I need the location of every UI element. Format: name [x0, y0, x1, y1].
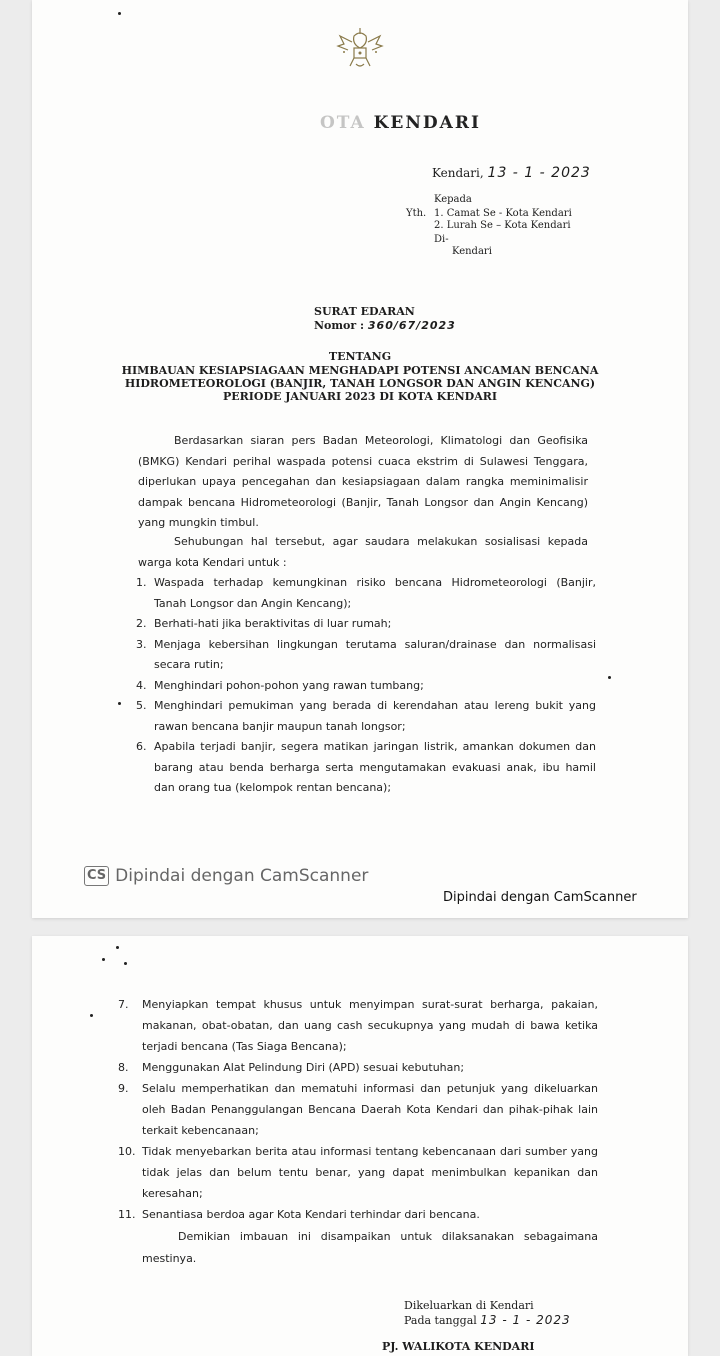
scan-speck — [118, 702, 121, 705]
scan-speck — [116, 946, 119, 949]
letterhead-city — [320, 113, 481, 133]
yth-label: Yth. — [406, 208, 427, 219]
di-label: Di- — [434, 234, 449, 245]
garuda-emblem-icon — [330, 22, 390, 72]
item-text: Tidak menyebarkan berita atau informasi tentang kebencanaan dari sumber yang tidak jelas dan belum tentu benar, yang dapat menimbulkan kepanikan dan keresahan; — [142, 1145, 598, 1200]
list-item — [118, 1057, 598, 1078]
number-label: Nomor : — [314, 319, 365, 332]
handwritten-number: 360/67/2023 — [367, 319, 456, 332]
item-number: 6. — [136, 740, 147, 753]
item-text: Menyiapkan tempat khusus untuk menyimpan surat-surat berharga, pakaian, makanan, obat-obatan, dan uang cash secukupnya yang mudah di bawa ketika terjadi bencana (Tas Siaga Bencana); — [142, 998, 598, 1053]
recipient-item: 1. Camat Se - Kota Kendari — [434, 208, 572, 219]
instruction-list-continued — [118, 994, 598, 1225]
destination: Kendari — [452, 246, 492, 257]
item-number: 5. — [136, 699, 147, 712]
list-item — [118, 1204, 598, 1225]
about-label: TENTANG — [328, 350, 392, 363]
item-number: 4. — [136, 678, 147, 692]
document-page-2 — [32, 936, 688, 1356]
item-number: 11. — [118, 1208, 136, 1221]
title-line: HIDROMETEOROLOGI (BANJIR, TANAH LONGSOR DAN ANGIN KENCANG) — [124, 377, 596, 390]
scan-speck — [90, 1014, 93, 1017]
letter-number — [314, 319, 456, 332]
list-item — [136, 635, 596, 676]
document-page-1 — [32, 0, 688, 918]
scan-speck — [124, 962, 127, 965]
closing-paragraph: Demikian imbauan ini disampaikan untuk dilaksanakan sebagaimana mestinya. — [142, 1230, 598, 1265]
paragraph-intro: Berdasarkan siaran pers Badan Meteorologi, Klimatologi dan Geofisika (BMKG) Kendari perihal waspada potensi cuaca ekstrim di Sulawesi Tenggara, diperlukan upaya pencegahan dan kesiapsiagaan dalam rangka meminimalisir dampak bencana Hidrometeorologi (Banjir, Tanah Longsor dan Angin Kencang) yang mungkin timbul. — [138, 434, 588, 529]
camscanner-text: Dipindai dengan CamScanner — [115, 866, 369, 886]
letterhead-city-faded: OTA — [320, 113, 366, 133]
recipient-item: 2. Lurah Se – Kota Kendari — [434, 220, 571, 231]
scan-speck — [102, 958, 105, 961]
scan-speck — [118, 12, 121, 15]
to-label: Kepada — [434, 194, 472, 205]
item-text: Apabila terjadi banjir, segera matikan jaringan listrik, amankan dokumen dan barang atau benda berharga serta mengutamakan evakuasi anak, ibu hamil dan orang tua (kelompok rentan bencana); — [154, 740, 596, 794]
issued-place: Dikeluarkan di Kendari — [404, 1299, 534, 1312]
list-item — [136, 676, 596, 697]
issued-block — [404, 1298, 571, 1328]
item-text: Selalu memperhatikan dan mematuhi informasi dan petunjuk yang dikeluarkan oleh Badan Penanggulangan Bencana Daerah Kota Kendari dan pihak-pihak lain terkait kebencanaan; — [142, 1082, 598, 1137]
paragraph-instruction: Sehubungan hal tersebut, agar saudara melakukan sosialisasi kepada warga kota Kendari untuk : — [138, 535, 588, 569]
item-number: 1. — [136, 576, 147, 589]
camscanner-caption: Dipindai dengan CamScanner — [443, 890, 637, 905]
camscanner-watermark — [84, 866, 368, 886]
scan-speck — [608, 676, 611, 679]
issued-date — [404, 1313, 571, 1328]
item-number: 8. — [118, 1061, 129, 1074]
list-item — [118, 1141, 598, 1204]
list-item — [118, 1078, 598, 1141]
signatory-title: PJ. WALIKOTA KENDARI — [382, 1340, 535, 1353]
item-text: Menggunakan Alat Pelindung Diri (APD) sesuai kebutuhan; — [142, 1061, 465, 1074]
title-line: PERIODE JANUARI 2023 DI KOTA KENDARI — [222, 390, 498, 403]
handwritten-date: 13 - 1 - 2023 — [487, 165, 591, 181]
item-number: 10. — [118, 1145, 136, 1158]
item-text: Berhati-hati jika beraktivitas di luar rumah; — [154, 617, 392, 630]
list-item — [136, 696, 596, 737]
instruction-list — [136, 573, 596, 799]
recipients-block — [406, 208, 572, 231]
list-item — [118, 994, 598, 1057]
item-text: Menghindari pohon-pohon yang rawan tumbang; — [154, 678, 424, 692]
title-line: HIMBAUAN KESIAPSIAGAAN MENGHADAPI POTENSI ANCAMAN BENCANA — [121, 364, 599, 377]
place-date-label: Kendari, — [432, 166, 484, 180]
item-number: 9. — [118, 1082, 129, 1095]
list-item — [136, 614, 596, 635]
item-text: Menghindari pemukiman yang berada di kerendahan atau lereng bukit yang rawan bencana banjir maupun tanah longsor; — [154, 699, 596, 733]
list-item — [136, 737, 596, 799]
camscanner-logo-icon: CS — [84, 866, 109, 886]
item-text: Waspada terhadap kemungkinan risiko bencana Hidrometeorologi (Banjir, Tanah Longsor dan Angin Kencang); — [154, 576, 596, 610]
item-number: 3. — [136, 637, 147, 651]
issued-date-label: Pada tanggal — [404, 1314, 477, 1327]
item-text: Menjaga kebersihan lingkungan terutama saluran/drainase dan normalisasi secara rutin; — [154, 637, 596, 671]
handwritten-issued-date: 13 - 1 - 2023 — [480, 1313, 571, 1327]
item-number: 2. — [136, 617, 147, 630]
letter-type: SURAT EDARAN — [314, 305, 415, 318]
item-text: Senantiasa berdoa agar Kota Kendari terhindar dari bencana. — [142, 1208, 480, 1221]
list-item — [136, 573, 596, 614]
letterhead-city-name: KENDARI — [373, 113, 481, 133]
recipient-list — [434, 208, 572, 232]
item-number: 7. — [118, 998, 129, 1011]
place-date — [432, 165, 591, 181]
